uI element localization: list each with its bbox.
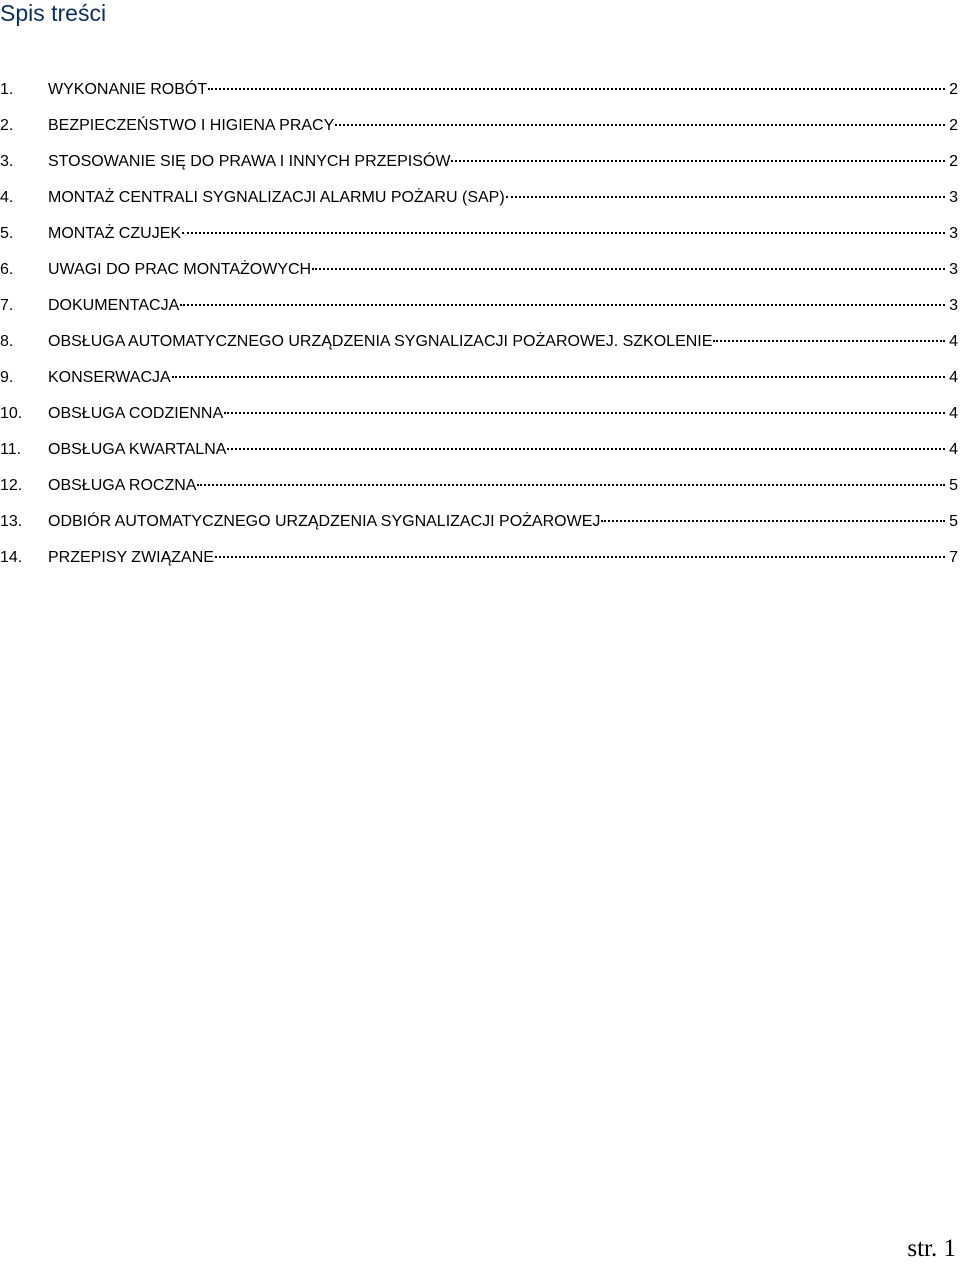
toc-entry-number: 6.: [0, 261, 14, 278]
toc-entry-page[interactable]: 4: [949, 369, 958, 386]
toc-entry-number: 14.: [0, 549, 23, 566]
toc-entry-page[interactable]: 5: [949, 513, 958, 530]
toc-entry-13[interactable]: [0, 510, 960, 546]
toc-entry-page[interactable]: 3: [949, 225, 958, 242]
toc-entry-page[interactable]: 2: [949, 81, 958, 98]
toc-dot-leader: [172, 376, 945, 378]
toc-dot-leader: [224, 412, 945, 414]
toc-entry-text[interactable]: STOSOWANIE SIĘ DO PRAWA I INNYCH PRZEPISÓW: [48, 153, 451, 170]
toc-entry-9[interactable]: [0, 366, 960, 402]
toc-entry-8[interactable]: [0, 330, 960, 366]
toc-entry-text[interactable]: BEZPIECZEŃSTWO I HIGIENA PRACY: [48, 117, 335, 134]
toc-entry-text[interactable]: UWAGI DO PRAC MONTAŻOWYCH: [48, 261, 312, 278]
toc-entry-number: 2.: [0, 117, 14, 134]
toc-entry-text[interactable]: OBSŁUGA KWARTALNA: [48, 441, 227, 458]
toc-entry-number: 13.: [0, 513, 23, 530]
toc-entry-number: 10.: [0, 405, 23, 422]
toc-entry-number: 9.: [0, 369, 14, 386]
toc-entry-page[interactable]: 2: [949, 153, 958, 170]
toc-dot-leader: [713, 340, 945, 342]
toc-dot-leader: [227, 448, 945, 450]
toc-entry-text[interactable]: MONTAŻ CENTRALI SYGNALIZACJI ALARMU POŻARU (SAP): [48, 189, 505, 206]
toc-entry-page[interactable]: 7: [949, 549, 958, 566]
toc-list: [0, 78, 960, 582]
toc-dot-leader: [312, 268, 945, 270]
toc-title: Spis treści: [0, 0, 107, 26]
toc-entry-page[interactable]: 4: [949, 405, 958, 422]
toc-entry-number: 12.: [0, 477, 23, 494]
toc-entry-text[interactable]: PRZEPISY ZWIĄZANE: [48, 549, 214, 566]
toc-entry-page[interactable]: 3: [949, 261, 958, 278]
toc-entry-number: 11.: [0, 441, 22, 458]
toc-entry-4[interactable]: [0, 186, 960, 222]
toc-entry-page[interactable]: 5: [949, 477, 958, 494]
toc-entry-text[interactable]: KONSERWACJA: [48, 369, 171, 386]
toc-entry-text[interactable]: OBSŁUGA AUTOMATYCZNEGO URZĄDZENIA SYGNALIZACJI POŻAROWEJ. SZKOLENIE: [48, 333, 713, 350]
toc-dot-leader: [335, 124, 945, 126]
toc-dot-leader: [601, 520, 945, 522]
toc-dot-leader: [182, 232, 945, 234]
toc-entry-text[interactable]: DOKUMENTACJA: [48, 297, 180, 314]
toc-entry-page[interactable]: 2: [949, 117, 958, 134]
toc-entry-1[interactable]: [0, 78, 960, 114]
toc-entry-number: 7.: [0, 297, 14, 314]
page-number-footer: str. 1: [907, 1235, 956, 1262]
toc-entry-7[interactable]: [0, 294, 960, 330]
toc-entry-text[interactable]: OBSŁUGA CODZIENNA: [48, 405, 224, 422]
toc-entry-text[interactable]: ODBIÓR AUTOMATYCZNEGO URZĄDZENIA SYGNALIZACJI POŻAROWEJ: [48, 513, 601, 530]
toc-dot-leader: [506, 196, 945, 198]
toc-entry-5[interactable]: [0, 222, 960, 258]
toc-entry-text[interactable]: OBSŁUGA ROCZNA: [48, 477, 197, 494]
toc-entry-2[interactable]: [0, 114, 960, 150]
toc-entry-number: 4.: [0, 189, 14, 206]
toc-entry-number: 8.: [0, 333, 14, 350]
toc-entry-12[interactable]: [0, 474, 960, 510]
toc-entry-10[interactable]: [0, 402, 960, 438]
toc-dot-leader: [215, 556, 945, 558]
toc-dot-leader: [197, 484, 945, 486]
toc-dot-leader: [451, 160, 945, 162]
toc-entry-page[interactable]: 4: [949, 333, 958, 350]
toc-entry-6[interactable]: [0, 258, 960, 294]
toc-entry-text[interactable]: WYKONANIE ROBÓT: [48, 81, 208, 98]
toc-entry-page[interactable]: 4: [949, 441, 958, 458]
toc-entry-number: 3.: [0, 153, 14, 170]
toc-entry-14[interactable]: [0, 546, 960, 582]
toc-entry-text[interactable]: MONTAŻ CZUJEK: [48, 225, 182, 242]
toc-entry-page[interactable]: 3: [949, 297, 958, 314]
toc-dot-leader: [180, 304, 945, 306]
toc-dot-leader: [208, 88, 945, 90]
toc-entry-number: 1.: [0, 81, 14, 98]
toc-entry-11[interactable]: [0, 438, 960, 474]
toc-entry-number: 5.: [0, 225, 14, 242]
toc-entry-3[interactable]: [0, 150, 960, 186]
toc-entry-page[interactable]: 3: [949, 189, 958, 206]
